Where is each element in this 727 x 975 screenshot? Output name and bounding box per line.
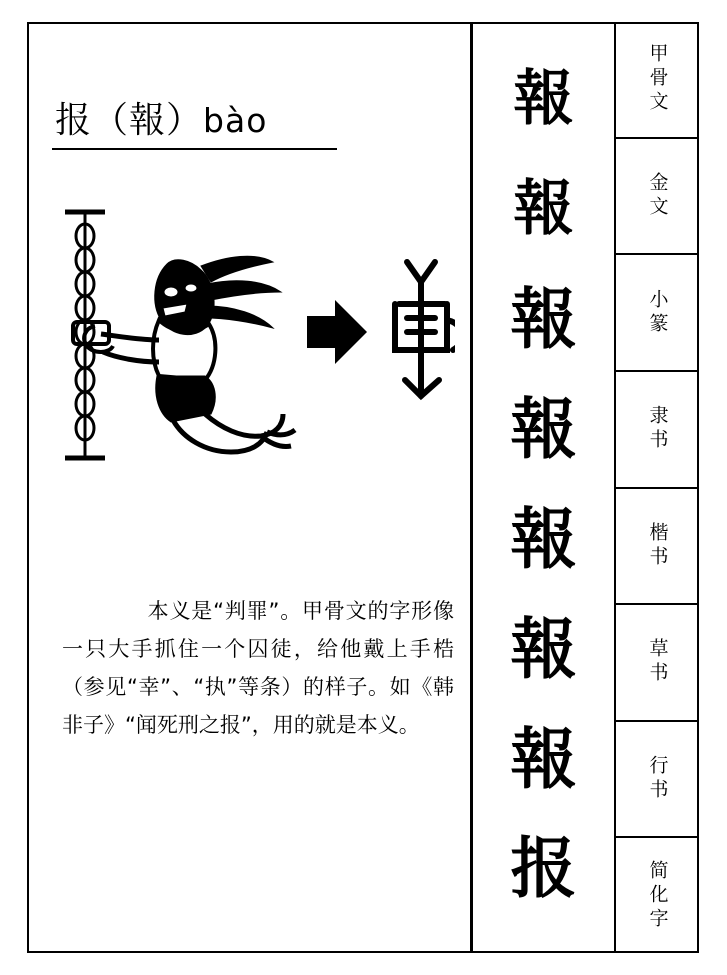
script-name-label: 行书 [646, 755, 669, 804]
script-name-label: 楷书 [646, 521, 669, 570]
script-name-cell [616, 605, 699, 722]
script-name-label: 金文 [646, 171, 669, 220]
script-name-cell [616, 22, 699, 139]
headword-simplified: 报 [55, 100, 93, 141]
script-name-cell [616, 372, 699, 489]
script-form-glyph: 報 [510, 610, 577, 688]
script-form-glyph: 報 [510, 720, 577, 798]
script-name-label: 隶书 [646, 405, 669, 454]
script-name-cell [616, 489, 699, 606]
script-name-cell [616, 139, 699, 256]
script-name-label: 简化字 [646, 859, 669, 932]
headword-pinyin: bào [203, 101, 268, 140]
script-names-column [616, 22, 699, 953]
script-form-glyph: 報 [510, 500, 577, 578]
transformation-arrow [307, 300, 367, 364]
definition-text: 本义是“判罪”。甲骨文的字形像一只大手抓住一个囚徒，给他戴上手梏（参见“幸”、“执”等条）的样子。如《韩非子》“闻死刑之报”，用的就是本义。 [62, 599, 454, 737]
headword-traditional: （報） [92, 100, 204, 141]
shackled-prisoner-drawing [65, 212, 295, 458]
script-form-glyph: 報 [510, 280, 577, 358]
page-title [55, 92, 355, 143]
illustration [55, 200, 455, 500]
headword-underline [52, 148, 337, 150]
oracle-bone-glyph-drawing [395, 262, 455, 396]
script-name-cell [616, 722, 699, 839]
script-form-glyph: 報 [513, 64, 574, 134]
script-form-glyph: 報 [513, 174, 574, 244]
script-name-label: 小篆 [646, 288, 669, 337]
script-name-label: 甲骨文 [646, 43, 669, 116]
script-name-cell [616, 255, 699, 372]
script-name-cell [616, 838, 699, 953]
script-forms-column [473, 22, 614, 953]
script-form-glyph: 報 [510, 390, 577, 468]
script-form-glyph: 报 [510, 830, 577, 907]
script-name-label: 草书 [646, 638, 669, 687]
